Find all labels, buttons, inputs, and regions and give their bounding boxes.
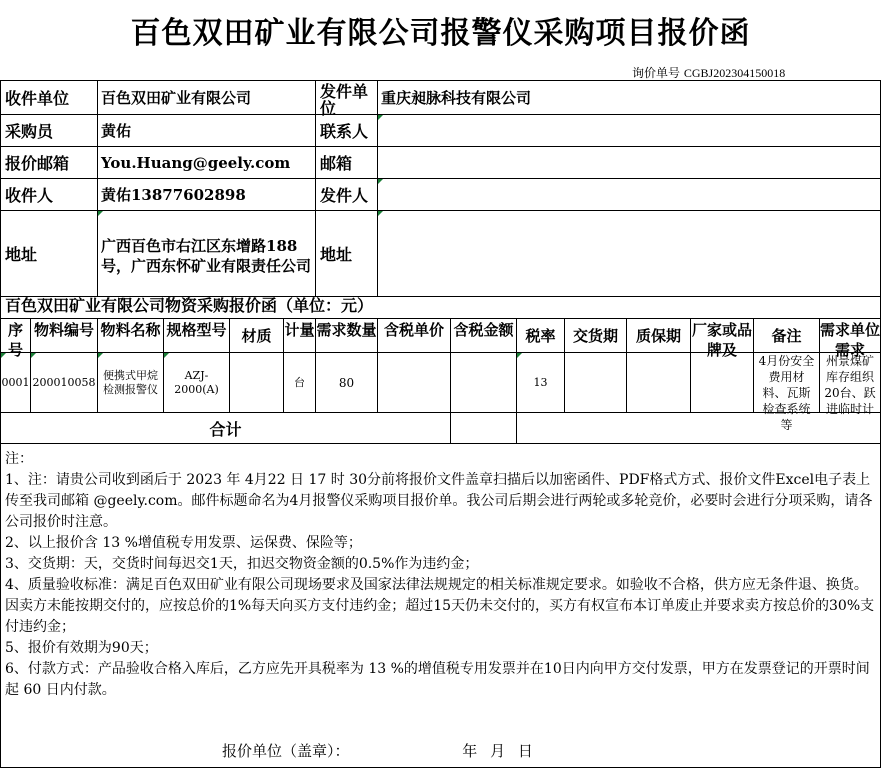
address-label: 地址: [1, 211, 98, 297]
buyer-value: 黄佑: [98, 115, 316, 147]
col-warranty: 质保期: [627, 319, 691, 353]
quote-email-label: 报价邮箱: [1, 147, 98, 179]
col-material: 材质: [230, 319, 284, 353]
col-no: 序号: [1, 319, 31, 353]
col-tax: 税率: [517, 319, 565, 353]
email-label: 邮箱: [316, 147, 378, 179]
total-label: 合计: [1, 413, 451, 444]
sender-address-value: [378, 211, 880, 297]
signature-date: 年 月 日: [462, 742, 533, 760]
row-tax: 13: [517, 353, 565, 413]
row-material: [230, 353, 284, 413]
row-no: 0001: [1, 353, 31, 413]
row-name: 便携式甲烷检测报警仪: [98, 353, 164, 413]
sender-unit-label: 发件单位: [316, 81, 378, 115]
row-amount: [451, 353, 517, 413]
row-delivery: [565, 353, 627, 413]
section-title: 百色双田矿业有限公司物资采购报价函（单位：元）: [0, 296, 881, 318]
total-rest: [517, 413, 880, 444]
col-spec: 规格型号: [164, 319, 230, 353]
info-table: [0, 80, 881, 296]
sender-unit-value: 重庆昶脉科技有限公司: [378, 81, 880, 115]
col-unit-price: 含税单价: [378, 319, 451, 353]
inquiry-number: [632, 64, 785, 81]
note-item: 6、付款方式：产品验收合格入库后，乙方应先开具税率为 13 %的增值税专用发票并在10日内向甲方交付发票，甲方在发票登记的开票时间起 60 日内付款。: [5, 661, 870, 698]
col-code: 物料编号: [31, 319, 98, 353]
row-unit: 台: [284, 353, 316, 413]
notes-section: [0, 445, 881, 768]
col-demand: 需求单位需求: [820, 321, 881, 359]
inquiry-label: 询价单号: [632, 66, 681, 80]
row-qty: 80: [316, 353, 378, 413]
recipient-label: 收件人: [1, 179, 98, 211]
note-item: 4、质量验收标准：满足百色双田矿业有限公司现场要求及国家法律法规规定的相关标准规定要求。如验收不合格，供方应无条件退、换货。因卖方未能按期交付的，应按总价的1%每天向买方支付违约金；超过15天仍未交付的，买方有权宣布本订单废止并要求卖方按总价的30%支付违约金；: [5, 577, 875, 635]
row-brand: [691, 353, 754, 413]
col-name: 物料名称: [98, 319, 164, 353]
col-delivery: 交货期: [565, 319, 627, 353]
recipient-value: 黄佑13877602898: [98, 179, 316, 211]
sender-value: [378, 179, 880, 211]
email-value: [378, 147, 880, 179]
col-qty: 需求数量: [316, 319, 378, 353]
receiver-unit-label: 收件单位: [1, 81, 98, 115]
note-item: 3、交货期：天，交货时间每迟交1天，扣迟交物资金额的0.5%作为违约金；: [5, 556, 479, 572]
row-unit-price: [378, 353, 451, 413]
buyer-label: 采购员: [1, 115, 98, 147]
total-amount: [451, 413, 517, 444]
document-title: 百色双田矿业有限公司报警仪采购项目报价函: [130, 16, 751, 51]
items-table: [0, 318, 881, 445]
note-item: 2、以上报价含 13 %增值税专用发票、运保费、保险等；: [5, 535, 362, 551]
quote-email-value: You.Huang@geely.com: [98, 147, 316, 179]
signature-label: 报价单位（盖章）：: [222, 742, 350, 760]
receiver-unit-value: 百色双田矿业有限公司: [98, 81, 316, 115]
row-code: 200010058: [31, 353, 98, 413]
inquiry-value: CGBJ202304150018: [683, 66, 786, 80]
col-remark: 备注: [754, 319, 820, 353]
signature-line: [222, 740, 533, 761]
row-warranty: [627, 353, 691, 413]
row-spec: AZJ-2000(A): [164, 353, 230, 413]
col-brand: 厂家或品牌及: [691, 321, 752, 359]
contact-label: 联系人: [316, 115, 378, 147]
note-item: 5、报价有效期为90天；: [5, 640, 158, 656]
row-remark: 4月份安全费用材料、瓦斯检查系统等: [754, 353, 820, 413]
address-value: 广西百色市右江区东增路188号，广西东怀矿业有限责任公司: [98, 211, 316, 297]
row-demand: 州景煤矿库存组织20台、跃进临时计: [820, 353, 880, 413]
col-unit: 计量: [284, 319, 316, 353]
notes-heading: 注：: [5, 451, 33, 467]
note-item: 1、注：请贵公司收到函后于 2023 年 4月22 日 17 时 30分前将报价文件盖章扫描后以加密函件、PDF格式方式、报价文件Excel电子表上传至我司邮箱 @geely.com。邮件标题命名为4月报警仪采购项目报价单。我公司后期会进行两轮或多轮竞价，必要时会进行分项采购，请各公司报价时注意。: [5, 472, 873, 530]
sender-label: 发件人: [316, 179, 378, 211]
sender-address-label: 地址: [316, 211, 378, 297]
contact-value: [378, 115, 880, 147]
col-amount: 含税金额: [451, 319, 517, 353]
